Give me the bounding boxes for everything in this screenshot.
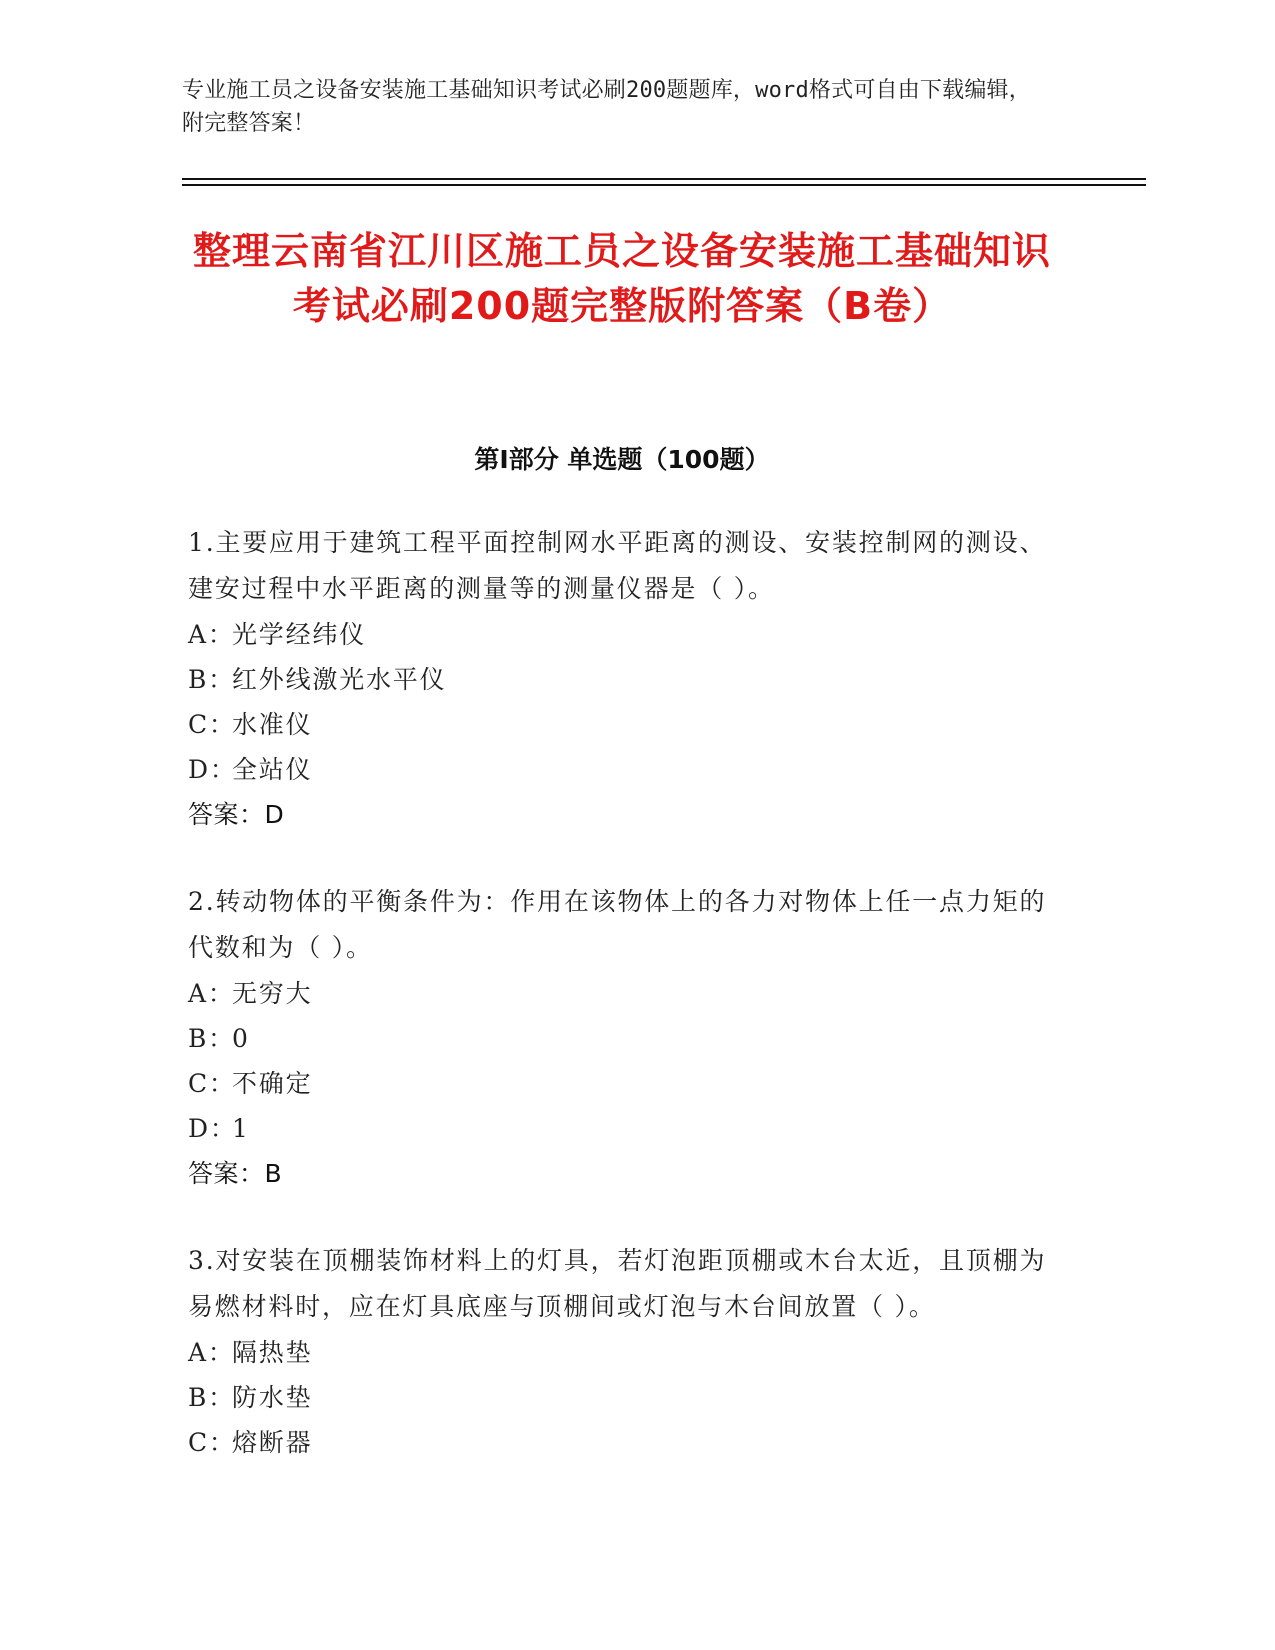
document-title: 整理云南省江川区施工员之设备安装施工基础知识考试必刷200题完整版附答案（B卷） xyxy=(192,229,1051,328)
option-key: C： xyxy=(188,1428,236,1457)
header-divider-top xyxy=(182,178,1146,180)
option-key: A： xyxy=(188,1338,235,1367)
option-key: C： xyxy=(188,710,236,739)
option-c xyxy=(188,1420,1068,1465)
option-d xyxy=(188,747,1068,792)
option-c xyxy=(188,1061,1068,1106)
option-c xyxy=(188,702,1068,747)
option-text: 防水垫 xyxy=(232,1383,313,1412)
option-key: B： xyxy=(188,665,235,694)
answer-line: 答案：D xyxy=(188,800,285,829)
option-text: 0 xyxy=(232,1024,250,1053)
question-list xyxy=(188,520,1068,1506)
option-key: A： xyxy=(188,979,235,1008)
question-stem: 2.转动物体的平衡条件为：作用在该物体上的各力对物体上任一点力矩的代数和为（ ）。 xyxy=(188,887,1047,962)
option-key: C： xyxy=(188,1069,236,1098)
option-key: D： xyxy=(188,755,237,784)
question-2 xyxy=(188,879,1068,1197)
option-text: 红外线激光水平仪 xyxy=(232,665,447,694)
option-text: 无穷大 xyxy=(232,979,313,1008)
header-divider-bottom xyxy=(182,184,1146,186)
option-text: 熔断器 xyxy=(232,1428,313,1457)
header-note: 专业施工员之设备安装施工基础知识考试必刷200题题库，word格式可自由下载编辑，附完整答案！ xyxy=(182,78,1031,136)
answer-line: 答案：B xyxy=(188,1159,283,1188)
question-stem: 3.对安装在顶棚装饰材料上的灯具，若灯泡距顶棚或木台太近，且顶棚为易燃材料时，应在灯具底座与顶棚间或灯泡与木台间放置（ ）。 xyxy=(188,1246,1047,1321)
option-key: A： xyxy=(188,620,235,649)
option-d xyxy=(188,1106,1068,1151)
section-heading: 第Ⅰ部分 单选题（100题） xyxy=(474,445,770,474)
option-text: 全站仪 xyxy=(232,755,313,784)
option-a xyxy=(188,971,1068,1016)
option-a xyxy=(188,612,1068,657)
question-1 xyxy=(188,520,1068,838)
option-b xyxy=(188,657,1068,702)
option-a xyxy=(188,1330,1068,1375)
option-b xyxy=(188,1375,1068,1420)
option-text: 不确定 xyxy=(232,1069,313,1098)
option-text: 光学经纬仪 xyxy=(232,620,367,649)
option-key: D： xyxy=(188,1114,237,1143)
option-b xyxy=(188,1016,1068,1061)
question-3 xyxy=(188,1238,1068,1465)
option-text: 隔热垫 xyxy=(232,1338,313,1367)
option-key: B： xyxy=(188,1024,235,1053)
option-text: 1 xyxy=(232,1114,250,1143)
option-text: 水准仪 xyxy=(232,710,313,739)
option-key: B： xyxy=(188,1383,235,1412)
question-stem: 1.主要应用于建筑工程平面控制网水平距离的测设、安装控制网的测设、建安过程中水平距离的测量等的测量仪器是（ ）。 xyxy=(188,528,1047,603)
